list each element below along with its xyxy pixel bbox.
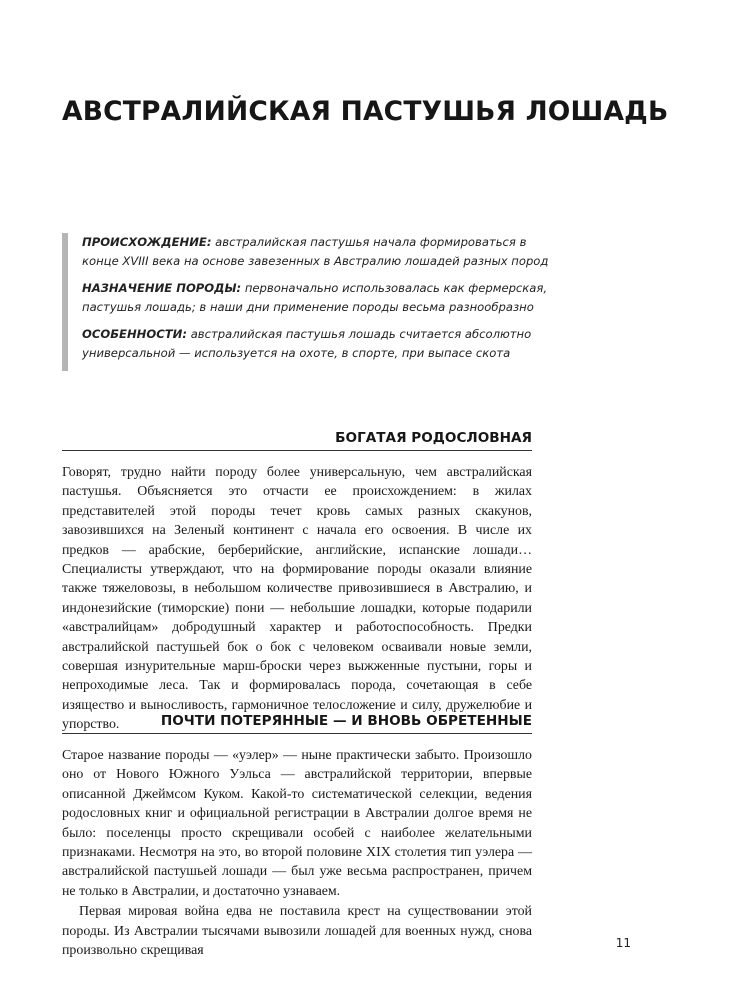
section-body (62, 463, 532, 735)
paragraph: Первая мировая война едва не поставила крест на существовании этой породы. Из Австралии тысячами вывозили лошадей для военных нужд, снова произвольно скрещивая (62, 904, 532, 959)
paragraph: Говорят, трудно найти породу более универсальную, чем австралийская пастушья. Объясняется это отчасти ее происхождением: в жилах представителей этой породы течет кровь самых разных скакунов, завозившихся на Зеленый континент с начала его освоения. В числе их предков — арабские, берберийские, английские, испанские лошади… Специалисты утверждают, что на формирование породы оказали влияние также тяжеловозы, в небольшом количестве привозившиеся в Австралию, и индонезийские (тиморские) пони — небольшие лошадки, которые подарили «австралийцам» добродушный характер и работоспособность. Предки австралийской пастушьей бок о бок с человеком осваивали новые земли, совершая изнурительные марш-броски через выжженные пустыни, горы и непроходимые леса. Так и формировалась порода, сочетающая в себе изящество и выносливость, гармоничное телосложение и силу, дружелюбие и упорство. (62, 465, 532, 733)
section-heading: БОГАТАЯ РОДОСЛОВНАЯ (62, 430, 532, 451)
fact-text: австралийская пастушья лошадь считается абсолютно универсальной — используется на охоте, в спорте, при выпасе скота (82, 327, 532, 360)
page-title: АВСТРАЛИЙСКАЯ ПАСТУШЬЯ ЛОШАДЬ (62, 96, 669, 127)
fact-text: первоначально использовалась как фермерская, пастушья лошадь; в наши дни применение породы весьма разнообразно (82, 281, 548, 314)
page-number: 11 (615, 936, 631, 950)
paragraph: Старое название породы — «уэлер» — ныне практически забыто. Произошло оно от Нового Южного Уэльса — австралийской территории, впервые описанной Джеймсом Куком. Какой-то систематической селекции, ведения родословных книг и официальной регистрации в Австралии долгое время не было: поселенцы просто скрещивали особей с наиболее желательными признаками. Несмотря на это, во второй половине XIX столетия тип уэлера — австралийской пастушьей лошади — был уже весьма распространен, причем не только в Австралии, и достаточно узнаваем. (62, 748, 532, 899)
fact-features (82, 325, 562, 363)
breed-facts-box (62, 233, 562, 371)
fact-label: ОСОБЕННОСТИ: (82, 327, 187, 341)
fact-label: НАЗНАЧЕНИЕ ПОРОДЫ: (82, 281, 242, 295)
fact-text: австралийская пастушья начала формироваться в конце XVIII века на основе завезенных в Австралию лошадей разных пород (82, 235, 549, 268)
section-heading: ПОЧТИ ПОТЕРЯННЫЕ — И ВНОВЬ ОБРЕТЕННЫЕ (62, 713, 532, 734)
fact-label: ПРОИСХОЖДЕНИЕ: (82, 235, 212, 249)
fact-origin (82, 233, 562, 271)
fact-purpose (82, 279, 562, 317)
section-body (62, 746, 532, 960)
